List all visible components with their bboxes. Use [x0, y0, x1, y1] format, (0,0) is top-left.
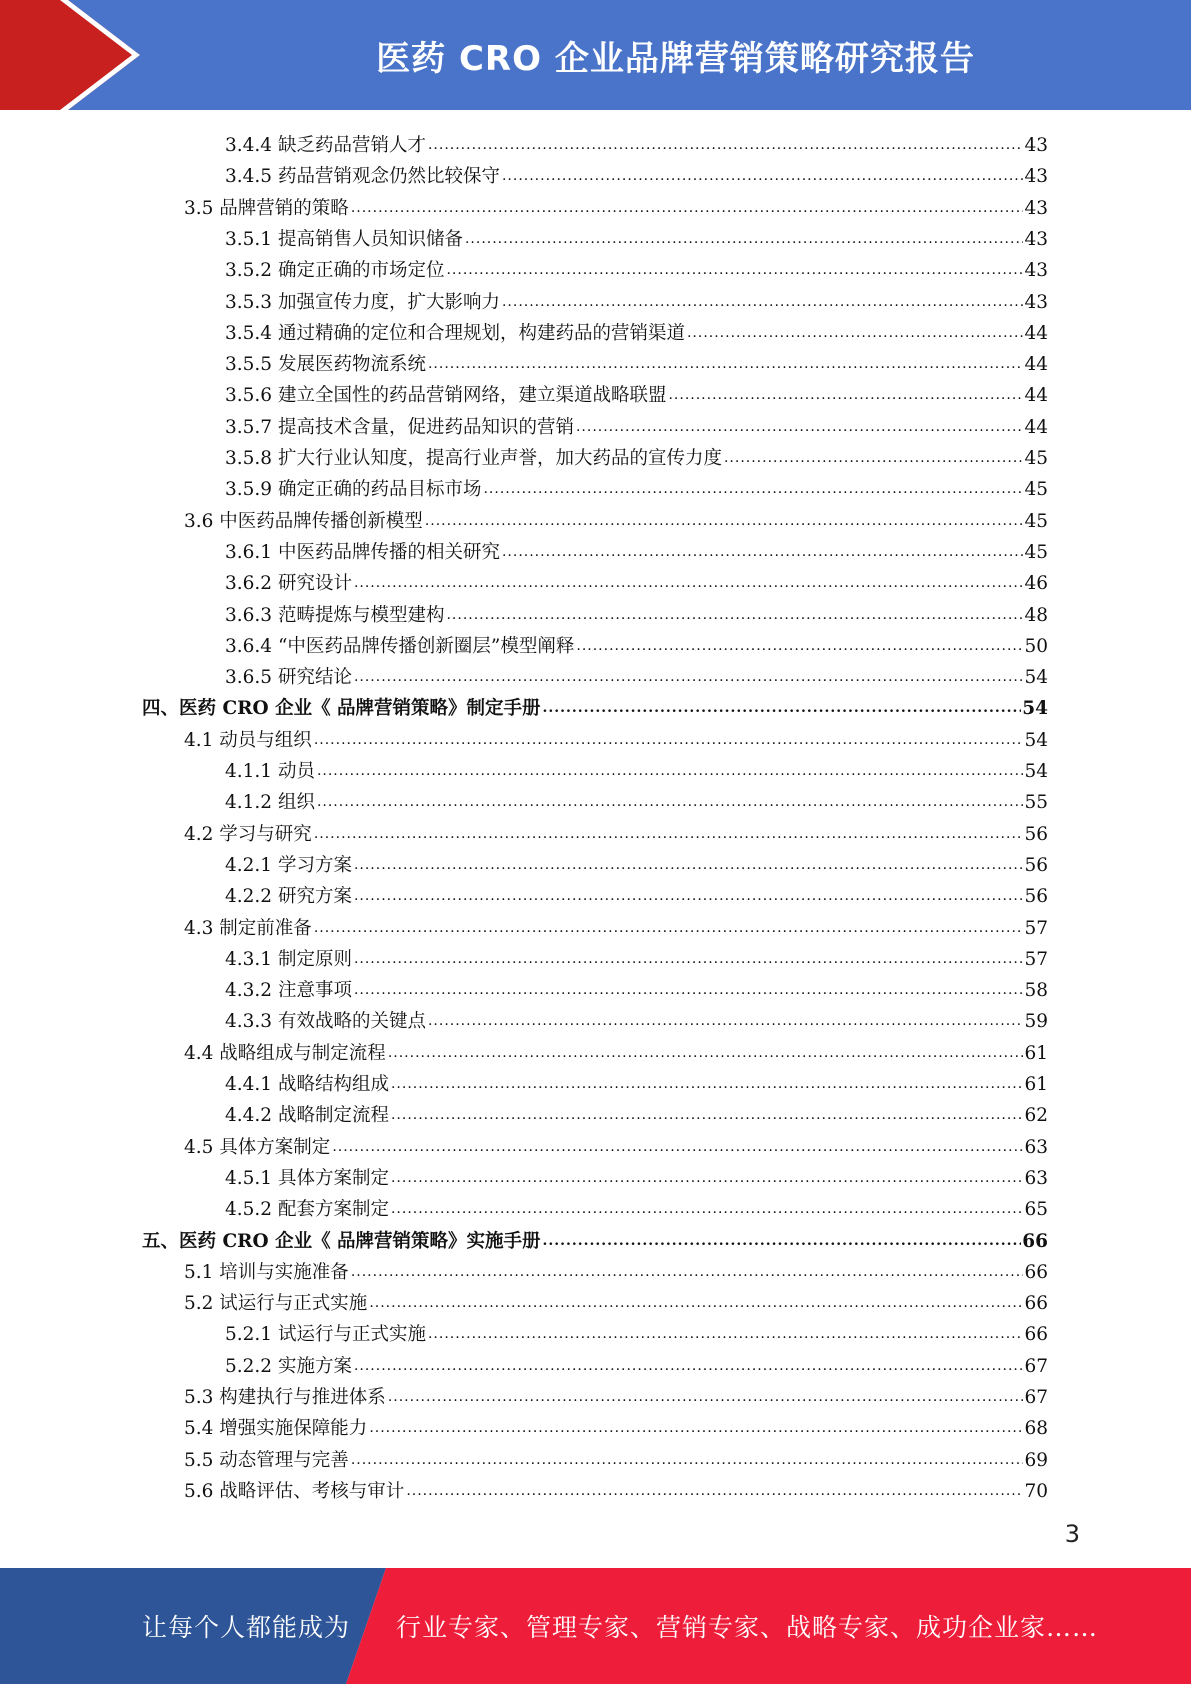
toc-dot-leader — [388, 1387, 1024, 1407]
toc-dot-leader — [317, 792, 1024, 812]
toc-entry-page: 57 — [1024, 917, 1048, 939]
toc-entry-title: 3.5 品牌营销的策略 — [184, 197, 349, 219]
toc-entry-page: 63 — [1024, 1167, 1048, 1189]
toc-entry-page: 61 — [1024, 1042, 1048, 1064]
toc-entry[interactable] — [184, 911, 1048, 942]
header-arrow-decoration — [0, 0, 160, 110]
toc-dot-leader — [354, 667, 1024, 687]
toc-dot-leader — [446, 605, 1023, 625]
toc-dot-leader — [354, 1356, 1024, 1376]
toc-entry[interactable] — [184, 1130, 1048, 1161]
toc-entry-title: 5.1 培训与实施准备 — [184, 1261, 349, 1283]
toc-entry-title: 3.4.5 药品营销观念仍然比较保守 — [225, 166, 500, 188]
toc-entry-title: 5.6 战略评估、考核与审计 — [184, 1480, 405, 1502]
toc-entry-title: 3.5.1 提高销售人员知识储备 — [225, 228, 463, 250]
toc-entry[interactable] — [184, 1255, 1048, 1286]
toc-entry-page: 44 — [1024, 322, 1048, 344]
toc-entry[interactable] — [225, 347, 1048, 378]
toc-dot-leader — [543, 698, 1022, 718]
toc-dot-leader — [502, 542, 1023, 562]
toc-entry[interactable] — [184, 1380, 1048, 1411]
toc-entry[interactable] — [184, 1443, 1048, 1474]
toc-dot-leader — [391, 1074, 1023, 1094]
toc-entry-page: 45 — [1024, 448, 1048, 469]
toc-entry-page: 68 — [1024, 1418, 1048, 1440]
toc-entry[interactable] — [225, 973, 1048, 1004]
toc-entry-page: 66 — [1024, 1324, 1048, 1346]
toc-entry[interactable] — [225, 535, 1048, 566]
toc-entry[interactable] — [225, 1004, 1048, 1035]
toc-dot-leader — [332, 1137, 1023, 1157]
footer-slogan-left: 让每个人都能成为 — [142, 1613, 351, 1642]
toc-entry-page: 59 — [1024, 1011, 1048, 1033]
toc-entry[interactable] — [184, 1474, 1048, 1505]
toc-entry[interactable] — [184, 1036, 1048, 1067]
toc-dot-leader — [576, 417, 1023, 437]
toc-entry[interactable] — [225, 848, 1048, 879]
page-number: 3 — [1064, 1520, 1080, 1548]
report-title: 医药 CRO 企业品牌营销策略研究报告 — [376, 38, 975, 79]
toc-entry-title: 4.2 学习与研究 — [184, 823, 312, 845]
toc-entry-title: 4.3.1 制定原则 — [225, 948, 352, 970]
toc-entry-title: 4.1 动员与组织 — [184, 729, 312, 751]
toc-entry[interactable] — [225, 754, 1048, 785]
toc-entry-title: 3.5.8 扩大行业认知度，提高行业声誉，加大药品的宣传力度 — [225, 448, 722, 469]
toc-entry-page: 69 — [1024, 1449, 1048, 1471]
toc-entry-title: 5.2 试运行与正式实施 — [184, 1293, 368, 1315]
toc-dot-leader — [314, 730, 1024, 750]
toc-dot-leader — [668, 385, 1023, 405]
toc-entry-title: 3.5.2 确定正确的市场定位 — [225, 260, 445, 282]
toc-entry-title: 3.5.6 建立全国性的药品营销网络，建立渠道战略联盟 — [225, 385, 667, 407]
toc-entry-title: 四、医药 CRO 企业《 品牌营销策略》制定手册 — [142, 698, 541, 720]
toc-entry[interactable] — [225, 472, 1048, 503]
toc-entry-title: 4.3.2 注意事项 — [225, 980, 352, 1002]
toc-dot-leader — [687, 323, 1023, 343]
toc-dot-leader — [483, 479, 1023, 499]
toc-entry-page: 56 — [1024, 854, 1048, 876]
toc-entry-title: 4.3 制定前准备 — [184, 917, 312, 939]
toc-entry-page: 44 — [1024, 416, 1048, 438]
toc-dot-leader — [465, 229, 1023, 249]
toc-dot-leader — [369, 1293, 1023, 1313]
toc-entry[interactable] — [184, 191, 1048, 222]
toc-entry[interactable] — [225, 285, 1048, 316]
toc-entry-title: 五、医药 CRO 企业《 品牌营销策略》实施手册 — [142, 1230, 541, 1252]
toc-entry-page: 67 — [1024, 1355, 1048, 1377]
toc-entry-page: 43 — [1024, 135, 1048, 156]
toc-entry-page: 44 — [1024, 385, 1048, 407]
toc-entry-title: 3.5.3 加强宣传力度，扩大影响力 — [225, 291, 500, 313]
toc-dot-leader — [425, 511, 1024, 531]
toc-entry-title: 4.1.2 组织 — [225, 792, 315, 814]
toc-entry[interactable] — [184, 1286, 1048, 1317]
toc-entry-page: 43 — [1024, 166, 1048, 188]
toc-dot-leader — [354, 886, 1024, 906]
toc-entry-title: 4.4 战略组成与制定流程 — [184, 1042, 386, 1064]
toc-entry-page: 66 — [1024, 1293, 1048, 1315]
toc-entry[interactable] — [225, 660, 1048, 691]
toc-entry[interactable] — [225, 1317, 1048, 1348]
toc-dot-leader — [354, 980, 1024, 1000]
toc-entry[interactable] — [184, 723, 1048, 754]
toc-entry[interactable] — [225, 441, 1048, 472]
toc-entry[interactable] — [184, 817, 1048, 848]
toc-entry-title: 5.2.2 实施方案 — [225, 1355, 352, 1377]
toc-entry-page: 43 — [1024, 197, 1048, 219]
toc-entry-page: 58 — [1024, 980, 1048, 1002]
toc-entry[interactable] — [225, 1067, 1048, 1098]
toc-entry[interactable] — [225, 159, 1048, 190]
toc-entry-page: 43 — [1024, 228, 1048, 250]
toc-dot-leader — [724, 448, 1023, 468]
footer-banner — [0, 1568, 1191, 1684]
toc-entry[interactable] — [225, 410, 1048, 441]
toc-entry-page: 43 — [1024, 260, 1048, 282]
toc-entry[interactable] — [225, 942, 1048, 973]
toc-entry-page: 50 — [1024, 635, 1048, 657]
toc-dot-leader — [314, 824, 1024, 844]
toc-entry-title: 3.6.1 中医药品牌传播的相关研究 — [225, 541, 500, 563]
toc-dot-leader — [314, 918, 1024, 938]
toc-dot-leader — [446, 260, 1023, 280]
toc-dot-leader — [351, 198, 1024, 218]
toc-entry-page: 57 — [1024, 948, 1048, 970]
toc-dot-leader — [543, 1231, 1022, 1251]
toc-entry-title: 4.2.2 研究方案 — [225, 886, 352, 908]
toc-entry-page: 45 — [1024, 541, 1048, 563]
toc-entry[interactable] — [225, 128, 1048, 159]
toc-entry-page: 62 — [1024, 1105, 1048, 1127]
toc-entry-page: 67 — [1024, 1387, 1048, 1408]
footer-slogan-right: 行业专家、管理专家、营销专家、战略专家、成功企业家…… — [396, 1613, 1099, 1642]
toc-dot-leader — [391, 1199, 1023, 1219]
toc-dot-leader — [406, 1481, 1023, 1501]
toc-entry[interactable] — [225, 1349, 1048, 1380]
toc-dot-leader — [428, 135, 1023, 155]
toc-entry-page: 45 — [1024, 479, 1048, 501]
toc-entry-page: 43 — [1024, 291, 1048, 313]
toc-entry-title: 4.4.2 战略制定流程 — [225, 1105, 389, 1127]
toc-entry-page: 54 — [1024, 667, 1048, 689]
toc-dot-leader — [354, 573, 1024, 593]
toc-entry-page: 54 — [1024, 761, 1048, 782]
toc-entry-title: 3.5.7 提高技术含量，促进药品知识的营销 — [225, 416, 574, 438]
toc-entry-page: 56 — [1024, 886, 1048, 908]
toc-entry-title: 4.1.1 动员 — [225, 761, 315, 782]
toc-entry-title: 3.4.4 缺乏药品营销人才 — [225, 135, 426, 156]
toc-dot-leader — [388, 1043, 1024, 1063]
toc-dot-leader — [351, 1450, 1024, 1470]
toc-entry[interactable] — [184, 1411, 1048, 1442]
toc-entry[interactable] — [225, 629, 1048, 660]
toc-entry-title: 3.6 中医药品牌传播创新模型 — [184, 510, 423, 532]
toc-entry[interactable] — [225, 598, 1048, 629]
toc-entry[interactable] — [225, 1098, 1048, 1129]
toc-entry-title: 5.5 动态管理与完善 — [184, 1449, 349, 1471]
toc-entry-title: 3.6.3 范畴提炼与模型建构 — [225, 604, 445, 626]
toc-entry[interactable] — [225, 316, 1048, 347]
toc-entry-title: 3.6.5 研究结论 — [225, 667, 352, 689]
toc-dot-leader — [391, 1105, 1023, 1125]
toc-entry-title: 4.3.3 有效战略的关键点 — [225, 1011, 426, 1033]
toc-entry-page: 46 — [1024, 573, 1048, 595]
toc-entry[interactable] — [225, 785, 1048, 816]
toc-entry[interactable] — [142, 691, 1048, 722]
toc-entry-title: 3.5.5 发展医药物流系统 — [225, 354, 426, 376]
toc-entry[interactable] — [225, 879, 1048, 910]
toc-entry-page: 66 — [1024, 1261, 1048, 1283]
toc-entry-page: 70 — [1024, 1480, 1048, 1502]
toc-entry-title: 4.5.2 配套方案制定 — [225, 1199, 389, 1221]
toc-entry-title: 5.2.1 试运行与正式实施 — [225, 1324, 426, 1346]
toc-dot-leader — [369, 1418, 1023, 1438]
toc-entry[interactable] — [225, 378, 1048, 409]
toc-entry-page: 45 — [1024, 510, 1048, 532]
toc-entry[interactable] — [225, 566, 1048, 597]
toc-entry-title: 3.6.2 研究设计 — [225, 573, 352, 595]
toc-entry-title: 3.5.4 通过精确的定位和合理规划，构建药品的营销渠道 — [225, 322, 685, 344]
toc-entry-title: 4.2.1 学习方案 — [225, 854, 352, 876]
toc-entry-title: 4.5 具体方案制定 — [184, 1136, 331, 1158]
toc-dot-leader — [317, 761, 1024, 781]
toc-entry[interactable] — [142, 1224, 1048, 1255]
toc-entry-page: 56 — [1024, 823, 1048, 845]
toc-dot-leader — [351, 1262, 1024, 1282]
toc-entry[interactable] — [225, 1161, 1048, 1192]
toc-entry-title: 3.5.9 确定正确的药品目标市场 — [225, 479, 482, 501]
toc-entry[interactable] — [225, 1192, 1048, 1223]
toc-dot-leader — [428, 354, 1023, 374]
toc-entry-page: 66 — [1022, 1230, 1048, 1252]
toc-dot-leader — [502, 292, 1023, 312]
toc-dot-leader — [391, 1168, 1023, 1188]
header-bar — [0, 0, 1191, 110]
toc-entry-title: 4.5.1 具体方案制定 — [225, 1167, 389, 1189]
toc-entry-page: 61 — [1024, 1074, 1048, 1095]
toc-entry-title: 4.4.1 战略结构组成 — [225, 1074, 389, 1095]
toc-entry[interactable] — [225, 222, 1048, 253]
toc-entry-page: 54 — [1022, 698, 1048, 720]
toc-dot-leader — [502, 166, 1023, 186]
toc-entry[interactable] — [225, 253, 1048, 284]
toc-entry-page: 48 — [1024, 604, 1048, 626]
toc-entry-title: 5.4 增强实施保障能力 — [184, 1418, 368, 1440]
toc-dot-leader — [428, 1324, 1023, 1344]
toc-entry-page: 44 — [1024, 354, 1048, 376]
toc-entry-page: 55 — [1024, 792, 1048, 814]
toc-dot-leader — [428, 1011, 1023, 1031]
toc-entry-page: 65 — [1024, 1199, 1048, 1221]
toc-entry-title: 5.3 构建执行与推进体系 — [184, 1387, 386, 1408]
toc-entry-page: 54 — [1024, 729, 1048, 751]
toc-entry-page: 63 — [1024, 1136, 1048, 1158]
toc-dot-leader — [354, 855, 1024, 875]
toc-entry-title: 3.6.4 “中医药品牌传播创新圈层”模型阐释 — [225, 635, 575, 657]
toc-dot-leader — [576, 636, 1023, 656]
toc-entry[interactable] — [184, 504, 1048, 535]
toc-dot-leader — [354, 949, 1024, 969]
